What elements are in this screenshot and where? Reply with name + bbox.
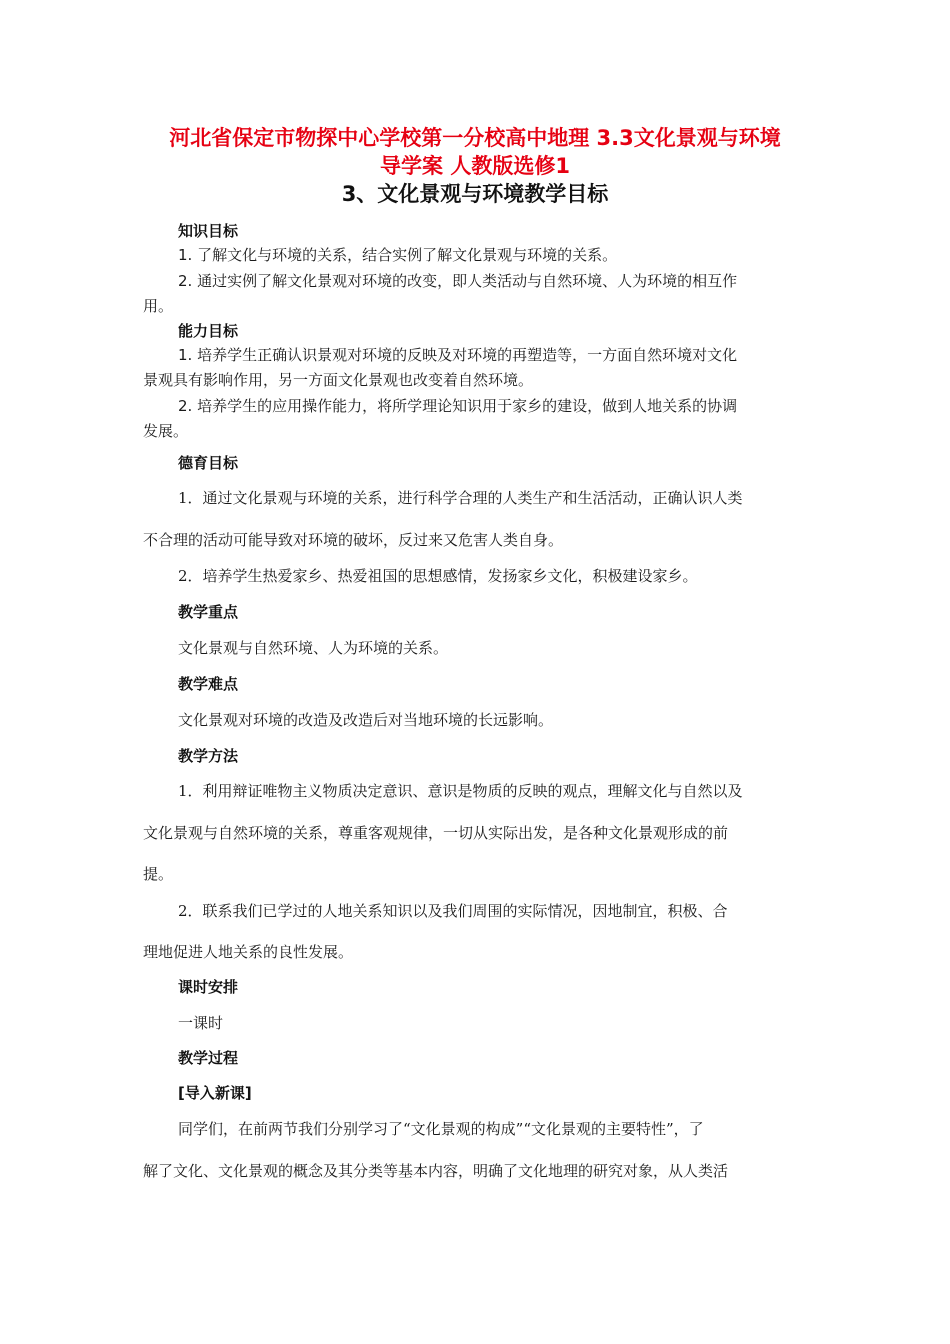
method-item-1-line2: 文化景观与自然环境的关系，尊重客观规律，一切从实际出发，是各种文化景观形成的前 bbox=[143, 824, 729, 842]
method-item-2-line2: 理地促进人地关系的良性发展。 bbox=[143, 943, 354, 961]
ability-item-2-line1: 2. 培养学生的应用操作能力，将所学理论知识用于家乡的建设，做到人地关系的协调 bbox=[178, 397, 738, 415]
intro-paragraph-line1: 同学们，在前两节我们分别学习了“文化景观的构成”“文化景观的主要特性”，了 bbox=[178, 1120, 704, 1138]
section-title: 3、文化景观与环境教学目标 bbox=[341, 182, 609, 206]
ability-item-1-line2: 景观具有影响作用，另一方面文化景观也改变着自然环境。 bbox=[143, 371, 534, 389]
document-title-line1: 河北省保定市物探中心学校第一分校高中地理 3.3文化景观与环境 bbox=[169, 126, 781, 150]
moral-heading: 德育目标 bbox=[178, 454, 239, 472]
method-item-1-line3: 提。 bbox=[143, 865, 174, 883]
moral-item-1-line1: 1．通过文化景观与环境的关系，进行科学合理的人类生产和生活活动，正确认识人类 bbox=[178, 489, 743, 507]
knowledge-item-1: 1. 了解文化与环境的关系，结合实例了解文化景观与环境的关系。 bbox=[178, 246, 618, 264]
ability-item-1-line1: 1. 培养学生正确认识景观对环境的反映及对环境的再塑造等，一方面自然环境对文化 bbox=[178, 346, 738, 364]
knowledge-item-2-line1: 2. 通过实例了解文化景观对环境的改变，即人类活动与自然环境、人为环境的相互作 bbox=[178, 272, 738, 290]
ability-heading: 能力目标 bbox=[178, 322, 239, 340]
moral-item-1-line2: 不合理的活动可能导致对环境的破坏，反过来又危害人类自身。 bbox=[143, 531, 564, 549]
document-title-line2: 导学案 人教版选修1 bbox=[380, 154, 570, 178]
knowledge-heading: 知识目标 bbox=[178, 222, 239, 240]
moral-item-2: 2．培养学生热爱家乡、热爱祖国的思想感情，发扬家乡文化，积极建设家乡。 bbox=[178, 567, 698, 585]
method-heading: 教学方法 bbox=[178, 747, 239, 765]
knowledge-item-2-line2: 用。 bbox=[143, 297, 174, 315]
schedule-heading: 课时安排 bbox=[178, 978, 239, 996]
focus-heading: 教学重点 bbox=[178, 603, 239, 621]
method-item-2-line1: 2．联系我们已学过的人地关系知识以及我们周围的实际情况，因地制宜，积极、合 bbox=[178, 902, 728, 920]
process-heading: 教学过程 bbox=[178, 1049, 239, 1067]
difficulty-heading: 教学难点 bbox=[178, 675, 239, 693]
intro-paragraph-line2: 解了文化、文化景观的概念及其分类等基本内容，明确了文化地理的研究对象，从人类活 bbox=[143, 1162, 729, 1180]
difficulty-text: 文化景观对环境的改造及改造后对当地环境的长远影响。 bbox=[178, 711, 554, 729]
intro-subheading: [导入新课] bbox=[178, 1084, 252, 1102]
method-item-1-line1: 1．利用辩证唯物主义物质决定意识、意识是物质的反映的观点，理解文化与自然以及 bbox=[178, 782, 743, 800]
focus-text: 文化景观与自然环境、人为环境的关系。 bbox=[178, 639, 449, 657]
schedule-text: 一课时 bbox=[178, 1014, 224, 1032]
ability-item-2-line2: 发展。 bbox=[143, 422, 189, 440]
